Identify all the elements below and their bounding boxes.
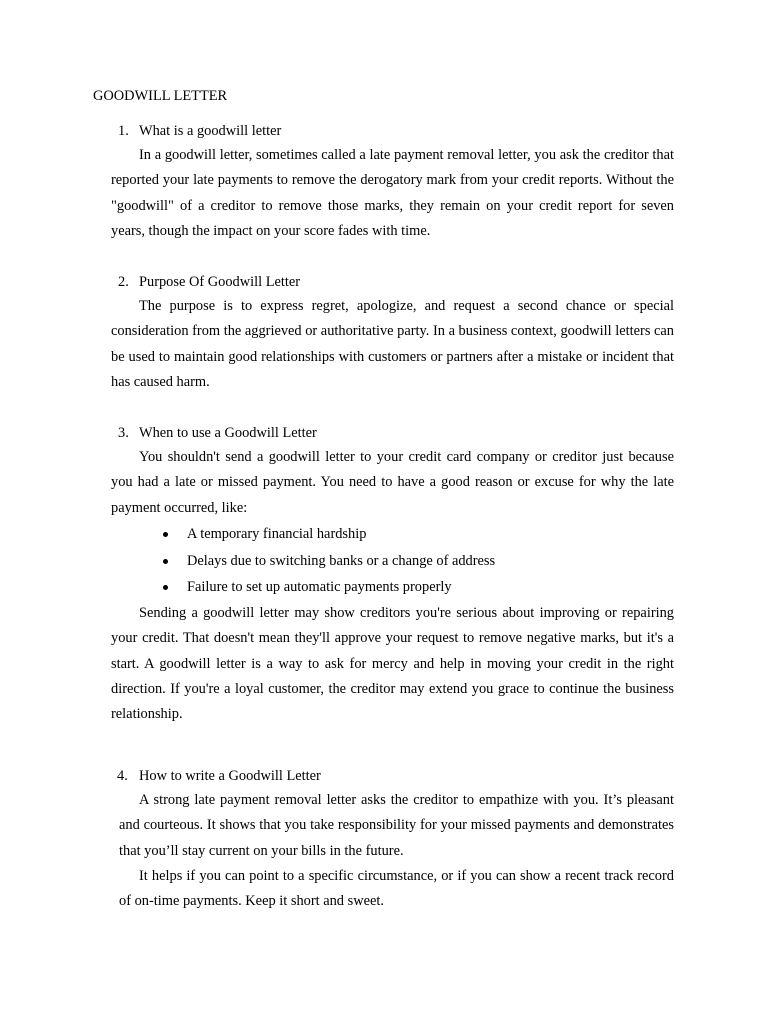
list-item [163, 521, 495, 548]
list-item-text: A temporary financial hardship [187, 526, 367, 542]
section-paragraph: The purpose is to express regret, apologize, and request a second chance or special consideration from the aggrieved or authoritative party. In a business context, goodwill letters can be used to maintain good relationships with customers or partners after a mistake or incident that has caused harm. [111, 298, 674, 390]
section-title: How to write a Goodwill Letter [139, 768, 321, 784]
section-number: 1. [118, 123, 129, 139]
bullet-list [163, 521, 495, 601]
bullet-icon [163, 532, 168, 537]
list-item-text: Delays due to switching banks or a change of address [187, 552, 496, 569]
list-item [163, 548, 495, 575]
section-paragraph: In a goodwill letter, sometimes called a late payment removal letter, you ask the creditor that reported your late payments to remove the derogatory mark from your credit reports. Without the "goodwill" of a creditor to remove those marks, they remain on your credit report for seven years, though the impact on your score fades with time. [111, 147, 674, 239]
section-paragraph: You shouldn't send a goodwill letter to your credit card company or creditor just because you had a late or missed payment. You need to have a good reason or excuse for why the late payment occurred, like: [111, 449, 674, 516]
section-title: Purpose Of Goodwill Letter [139, 274, 301, 290]
section-title: When to use a Goodwill Letter [139, 425, 317, 441]
bullet-icon [163, 585, 168, 590]
section-number: 3. [118, 425, 129, 441]
section-paragraph: Sending a goodwill letter may show creditors you're serious about improving or repairing your credit. That doesn't mean they'll approve your request to remove negative marks, but it's a start. A goodwill letter is a way to ask for mercy and help in moving your credit in the right direction. If you're a loyal customer, the creditor may extend you grace to continue the business relationship. [111, 605, 674, 723]
section-number: 2. [118, 274, 129, 290]
section-title: What is a goodwill letter [139, 123, 282, 139]
section-paragraph: It helps if you can point to a specific circumstance, or if you can show a recent track record of on-time payments. Keep it short and sweet. [119, 868, 674, 910]
list-item-text: Failure to set up automatic payments properly [187, 579, 452, 595]
bullet-icon [163, 559, 168, 564]
document-title: GOODWILL LETTER [93, 88, 228, 104]
list-item [163, 574, 495, 601]
section-number: 4. [117, 768, 128, 784]
section-paragraph: A strong late payment removal letter asks the creditor to empathize with you. It’s pleasant and courteous. It shows that you take responsibility for your missed payments and demonstrates that you’ll stay current on your bills in the future. [119, 792, 674, 859]
